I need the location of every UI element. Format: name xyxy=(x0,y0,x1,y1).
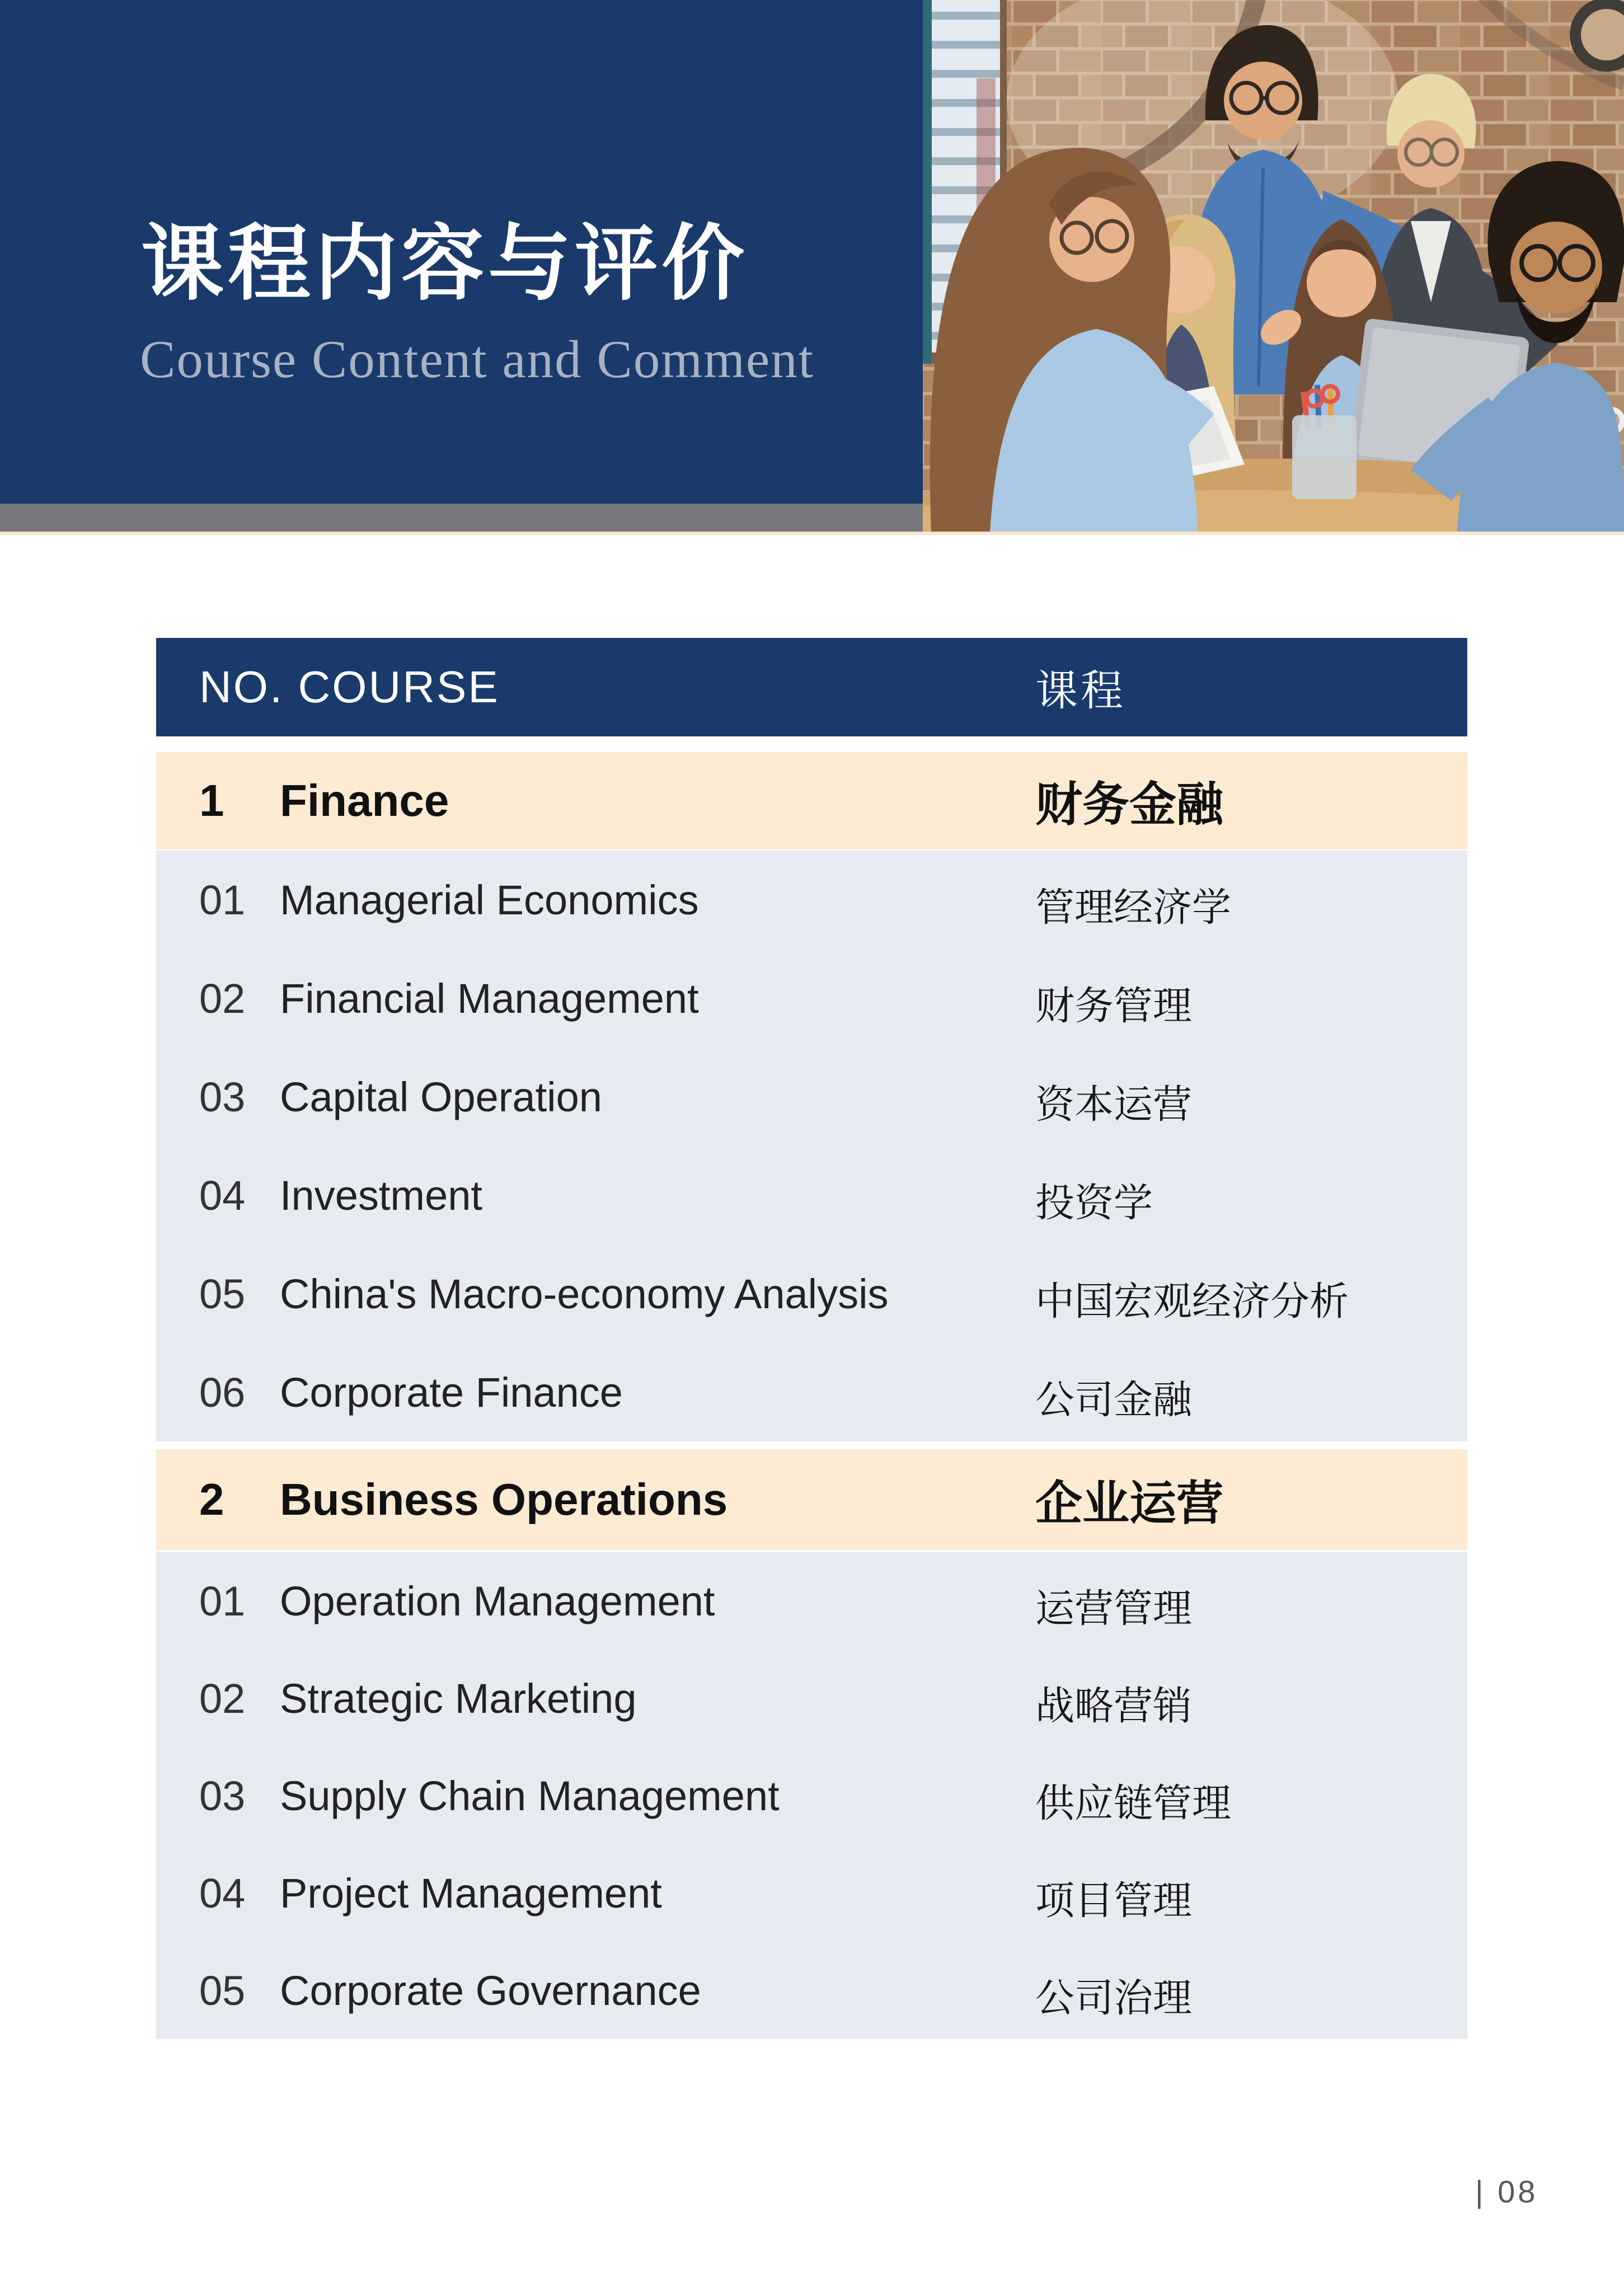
course-name-cn: 公司治理 xyxy=(1035,1976,1192,2020)
course-name-en: China's Macro-economy Analysis xyxy=(280,1270,889,1317)
course-name-en: Managerial Economics xyxy=(280,876,699,923)
course-number: 03 xyxy=(199,1772,246,1819)
course-number: 04 xyxy=(199,1172,246,1219)
section-name-cn: 财务金融 xyxy=(1035,778,1224,831)
course-name-cn: 财务管理 xyxy=(1035,984,1192,1028)
course-row xyxy=(156,1942,1467,2039)
course-row xyxy=(156,1650,1467,1747)
course-name-cn: 供应链管理 xyxy=(1035,1781,1231,1825)
course-name-en: Financial Management xyxy=(280,975,699,1022)
course-name-cn: 公司金融 xyxy=(1035,1378,1192,1422)
column-header-course-cn: 课程 xyxy=(1035,667,1126,715)
page-title: 课程内容与评价 xyxy=(141,218,748,310)
course-name-cn: 项目管理 xyxy=(1035,1878,1192,1923)
section-finance-courses xyxy=(156,851,1467,1441)
section-name-en: Business Operations xyxy=(280,1474,728,1524)
course-row xyxy=(156,1343,1467,1441)
course-number: 02 xyxy=(199,1675,246,1722)
course-name-en: Supply Chain Management xyxy=(280,1772,780,1819)
banner-cream-line xyxy=(0,532,1624,535)
course-row xyxy=(156,1844,1467,1942)
course-name-en: Operation Management xyxy=(280,1577,715,1624)
banner-gray-bar xyxy=(0,504,923,532)
course-number: 02 xyxy=(199,975,246,1022)
page-number: | 08 xyxy=(1475,2174,1538,2209)
page-subtitle: Course Content and Comment xyxy=(140,330,815,389)
section-header-business-operations xyxy=(156,1449,1467,1550)
section-name-cn: 企业运营 xyxy=(1035,1477,1224,1530)
course-name-en: Strategic Marketing xyxy=(280,1675,637,1722)
team-photo xyxy=(923,0,1624,532)
course-name-cn: 投资学 xyxy=(1035,1181,1153,1225)
course-row xyxy=(156,1048,1467,1146)
course-number: 03 xyxy=(199,1073,246,1120)
column-header-no-course: NO. COURSE xyxy=(199,662,500,712)
course-table xyxy=(156,638,1467,2039)
course-name-en: Investment xyxy=(280,1172,482,1219)
section-name-en: Finance xyxy=(280,776,449,825)
course-name-cn: 战略营销 xyxy=(1035,1684,1192,1728)
course-row xyxy=(156,851,1467,949)
course-name-en: Corporate Finance xyxy=(280,1369,623,1416)
course-number: 05 xyxy=(199,1967,246,2014)
table-header-row xyxy=(156,638,1467,736)
section-number: 1 xyxy=(199,776,224,825)
course-name-cn: 管理经济学 xyxy=(1035,885,1231,929)
course-row xyxy=(156,949,1467,1048)
section-number: 2 xyxy=(199,1474,224,1524)
section-business-operations-courses xyxy=(156,1552,1467,2039)
course-name-cn: 运营管理 xyxy=(1035,1586,1192,1631)
course-name-en: Project Management xyxy=(280,1870,662,1917)
course-name-cn: 中国宏观经济分析 xyxy=(1035,1279,1349,1323)
course-number: 04 xyxy=(199,1870,246,1917)
spacer xyxy=(156,736,1467,752)
course-number: 01 xyxy=(199,1577,246,1624)
course-name-en: Corporate Governance xyxy=(280,1967,701,2014)
course-row xyxy=(156,1146,1467,1244)
section-header-finance xyxy=(156,752,1467,849)
course-name-en: Capital Operation xyxy=(280,1073,602,1120)
course-number: 06 xyxy=(199,1369,246,1416)
course-number: 05 xyxy=(199,1270,246,1317)
course-number: 01 xyxy=(199,876,246,923)
course-name-cn: 资本运营 xyxy=(1035,1082,1192,1126)
course-row xyxy=(156,1552,1467,1650)
course-row xyxy=(156,1747,1467,1844)
header-banner xyxy=(0,0,923,504)
course-row xyxy=(156,1244,1467,1343)
spacer xyxy=(156,1441,1467,1449)
